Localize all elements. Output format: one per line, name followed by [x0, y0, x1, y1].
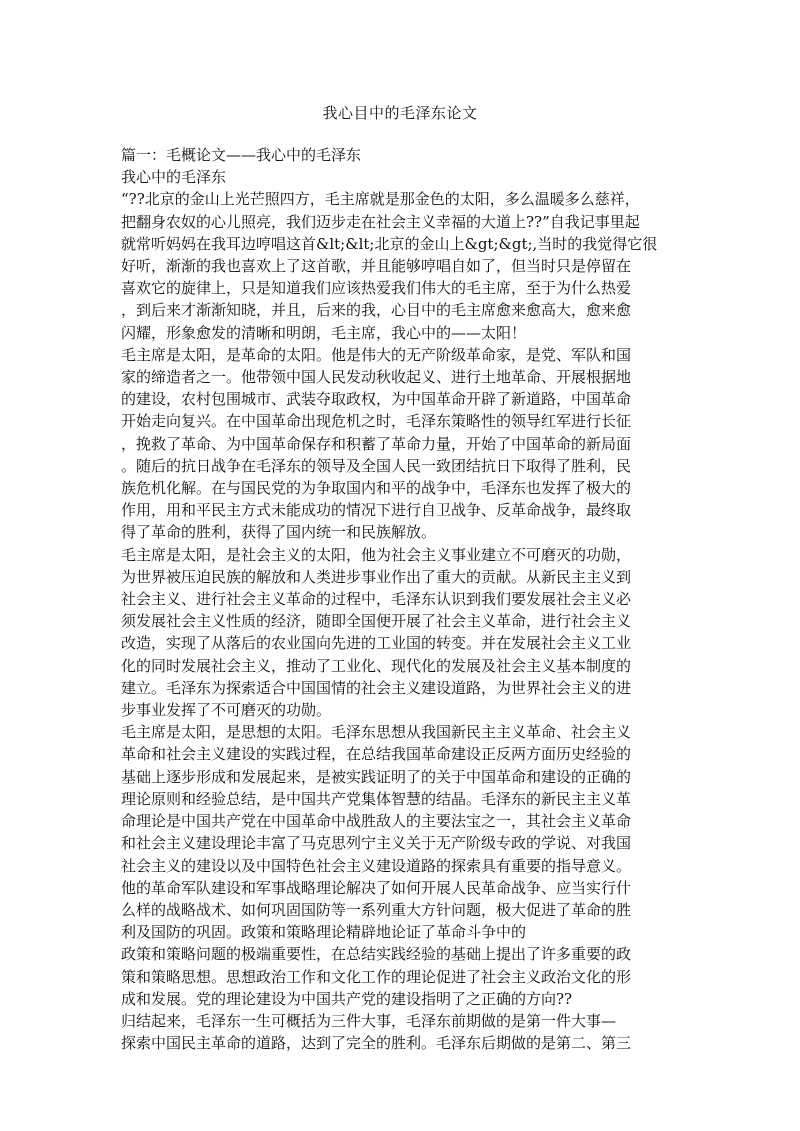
text-line: 和社会主义建设理论丰富了马克思列宁主义关于无产阶级专政的学说、对我国 [121, 834, 632, 853]
text-line: 革命和社会主义建设的实践过程，在总结我国革命建设正反两方面历史经验的 [121, 745, 632, 764]
text-line: 喜欢它的旋律上，只是知道我们应该热爱我们伟大的毛主席，至于为什么热爱 [121, 279, 632, 298]
text-line: 。随后的抗日战争在毛泽东的领导及全国人民一致团结抗日下取得了胜利，民 [121, 456, 632, 475]
text-line: 建立。毛泽东为探索适合中国国情的社会主义建设道路，为世界社会主义的进 [121, 678, 632, 697]
text-line: 毛主席是太阳，是思想的太阳。毛泽东思想从我国新民主主义革命、社会主义 [121, 723, 632, 742]
text-line: 社会主义的建设以及中国特色社会主义建设道路的探索具有重要的指导意义。 [121, 856, 632, 875]
text-line: 就常听妈妈在我耳边哼唱这首&lt;&lt;北京的金山上&gt;&gt;,当时的我觉得它很 [121, 234, 658, 253]
text-line: 须发展社会主义性质的经济，随即全国便开展了社会主义革命，进行社会主义 [121, 612, 632, 631]
text-line: 归结起来，毛泽东一生可概括为三件大事，毛泽东前期做的是第一件大事— [121, 1011, 617, 1030]
text-line: 我心中的毛泽东 [121, 168, 227, 187]
text-line: 步事业发挥了不可磨灭的功勋。 [121, 701, 332, 720]
text-line: 族危机化解。在与国民党的为争取国内和平的战争中，毛泽东也发挥了极大的 [121, 479, 632, 498]
text-line: 基础上逐步形成和发展起来，是被实践证明了的关于中国革命和建设的正确的 [121, 767, 632, 786]
text-line: 闪耀，形象愈发的清晰和明朗，毛主席，我心中的——太阳！ [121, 323, 527, 342]
text-line: 作用，用和平民主方式未能成功的情况下进行自卫战争、反革命战争，最终取 [121, 501, 632, 520]
text-line: 利及国防的巩固。政策和策略理论精辟地论证了革命斗争中的 [121, 923, 527, 942]
text-line: 改造，实现了从落后的农业国向先进的工业国的转变。并在发展社会主义工业 [121, 634, 632, 653]
text-line: 把翻身农奴的心儿照亮，我们迈步走在社会主义幸福的大道上??”自我记事里起 [121, 212, 640, 231]
text-line: 化的同时发展社会主义，推动了工业化、现代化的发展及社会主义基本制度的 [121, 656, 632, 675]
text-line: 命理论是中国共产党在中国革命中战胜敌人的主要法宝之一，其社会主义革命 [121, 812, 632, 831]
text-line: 毛主席是太阳，是社会主义的太阳，他为社会主义事业建立不可磨灭的功勋， [121, 545, 632, 564]
text-line: 理论原则和经验总结，是中国共产党集体智慧的结晶。毛泽东的新民主主义革 [121, 789, 632, 808]
text-line: 得了革命的胜利，获得了国内统一和民族解放。 [121, 523, 437, 542]
essay-body [121, 144, 681, 1054]
text-line: 开始走向复兴。在中国革命出现危机之时，毛泽东策略性的领导红军进行长征 [121, 412, 632, 431]
text-line: 成和发展。党的理论建设为中国共产党的建设指明了之正确的方向?? [121, 989, 573, 1008]
text-line: 他的革命军队建设和军事战略理论解决了如何开展人民革命战争、应当实行什 [121, 878, 632, 897]
text-line: ，挽救了革命、为中国革命保存和积蓄了革命力量，开始了中国革命的新局面 [121, 434, 632, 453]
text-line: 么样的战略战术、如何巩固国防等一系列重大方针问题，极大促进了革命的胜 [121, 900, 632, 919]
text-line: 为世界被压迫民族的解放和人类进步事业作出了重大的贡献。从新民主主义到 [121, 567, 632, 586]
text-line: 策和策略思想。思想政治工作和文化工作的理论促进了社会主义政治文化的形 [121, 967, 632, 986]
text-line: 家的缔造者之一。他带领中国人民发动秋收起义、进行土地革命、开展根据地 [121, 368, 632, 387]
text-line: 毛主席是太阳，是革命的太阳。他是伟大的无产阶级革命家，是党、军队和国 [121, 345, 632, 364]
text-line: 探索中国民主革命的道路，达到了完全的胜利。毛泽东后期做的是第二、第三 [121, 1034, 632, 1053]
text-line: “??北京的金山上光芒照四方，毛主席就是那金色的太阳，多么温暖多么慈祥， [121, 190, 640, 209]
text-line: 政策和策略问题的极端重要性，在总结实践经验的基础上提出了许多重要的政 [121, 945, 632, 964]
text-line: ，到后来才渐渐知晓，并且，后来的我，心目中的毛主席愈来愈高大，愈来愈 [121, 301, 632, 320]
text-line: 好听，渐渐的我也喜欢上了这首歌，并且能够哼唱自如了，但当时只是停留在 [121, 257, 632, 276]
text-line: 的建设，农村包围城市、武装夺取政权，为中国革命开辟了新道路，中国革命 [121, 390, 632, 409]
text-line: 社会主义、进行社会主义革命的过程中，毛泽东认识到我们要发展社会主义必 [121, 590, 632, 609]
text-line: 篇一：毛概论文——我心中的毛泽东 [121, 146, 362, 164]
page-title: 我心目中的毛泽东论文 [322, 104, 478, 122]
